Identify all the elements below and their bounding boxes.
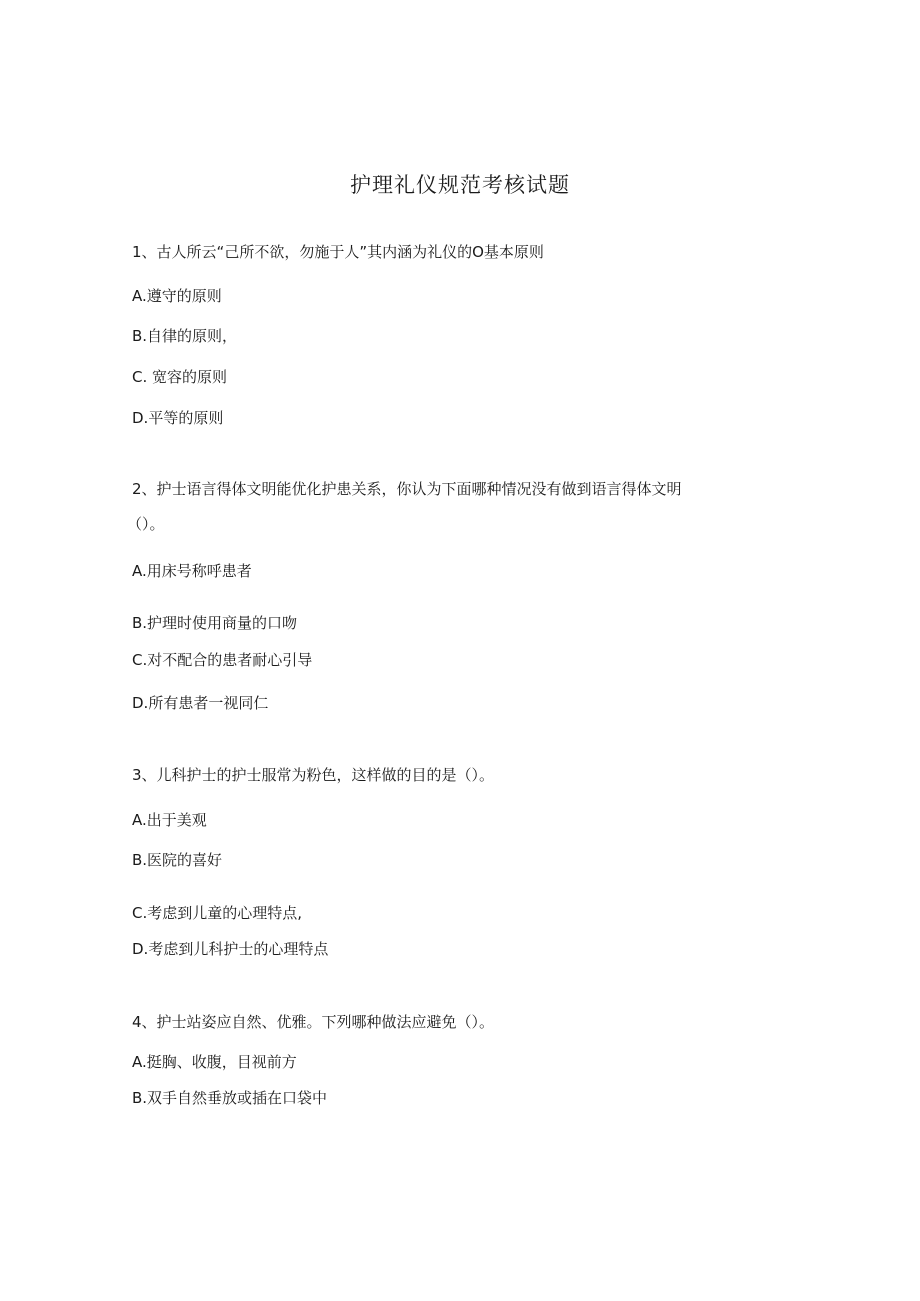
question-2-option-a: A.用床号称呼患者 [132, 562, 252, 580]
question-3-option-c: C.考虑到儿童的心理特点, [132, 904, 303, 922]
question-2-text: 2、护士语言得体文明能优化护患关系，你认为下面哪种情况没有做到语言得体文明 [132, 480, 682, 498]
question-1-option-d: D.平等的原则 [132, 409, 224, 427]
question-2-text-cont: （）。 [127, 515, 165, 533]
question-3-option-d: D.考虑到儿科护士的心理特点 [132, 940, 329, 958]
question-2-option-b: B.护理时使用商量的口吻 [132, 614, 298, 632]
question-3-option-b: B.医院的喜好 [132, 851, 223, 869]
question-1-option-b: B.自律的原则， [132, 327, 238, 345]
document-title: 护理礼仪规范考核试题 [350, 173, 570, 197]
question-2-option-d: D.所有患者一视同仁 [132, 694, 269, 712]
question-4-text: 4、护士站姿应自然、优雅。下列哪种做法应避免（）。 [132, 1013, 495, 1031]
question-1-option-a: A.遵守的原则 [132, 287, 222, 305]
question-4-option-a: A.挺胸、收腹，目视前方 [132, 1053, 297, 1071]
question-3-text: 3、儿科护士的护士服常为粉色，这样做的目的是（）。 [132, 766, 495, 784]
question-2-option-c: C.对不配合的患者耐心引导 [132, 651, 313, 669]
question-3-option-a: A.出于美观 [132, 811, 207, 829]
question-1-option-c: C. 宽容的原则 [132, 368, 228, 386]
question-1-text: 1、古人所云“己所不欲，勿施于人”其内涵为礼仪的O基本原则 [132, 243, 544, 261]
question-4-option-b: B.双手自然垂放或插在口袋中 [132, 1089, 328, 1107]
